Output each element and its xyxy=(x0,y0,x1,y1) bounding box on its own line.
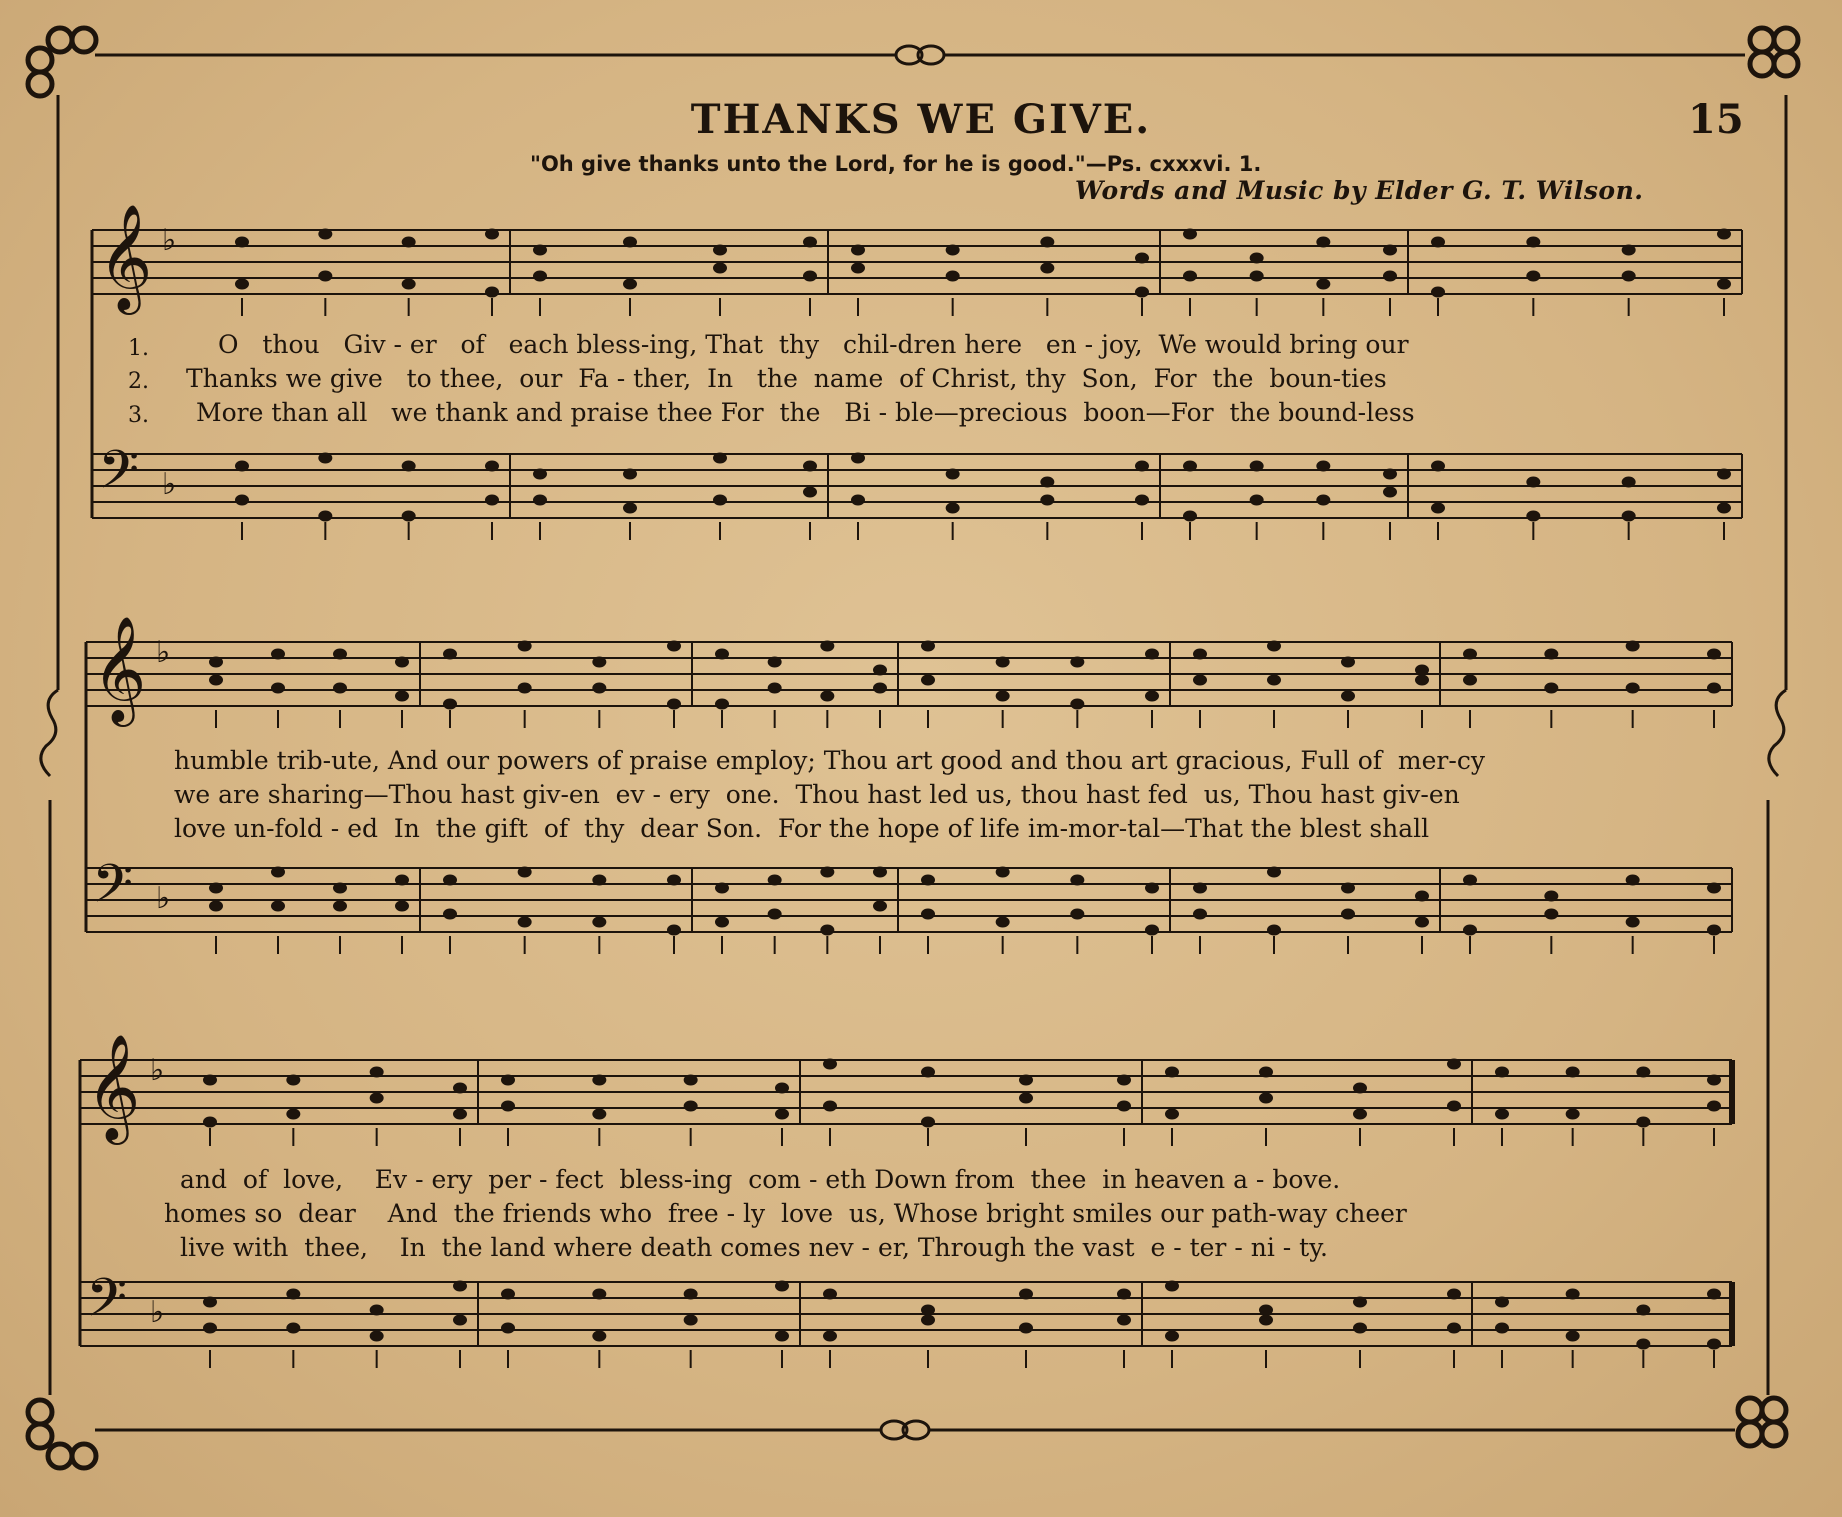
notehead xyxy=(1267,925,1281,936)
notehead xyxy=(1353,1323,1367,1334)
notehead xyxy=(1383,487,1397,498)
notehead xyxy=(823,1101,837,1112)
notehead xyxy=(235,237,249,248)
notehead xyxy=(518,867,532,878)
notehead xyxy=(402,279,416,290)
notehead xyxy=(395,657,409,668)
bass-clef-icon: 𝄢 xyxy=(92,854,134,928)
notehead xyxy=(318,271,332,282)
notehead xyxy=(453,1109,467,1120)
treble-clef-icon: 𝄞 xyxy=(86,1033,141,1140)
notehead xyxy=(1135,287,1149,298)
notehead xyxy=(1566,1067,1580,1078)
notehead xyxy=(1341,909,1355,920)
lyric-line: love un-fold - ed In the gift of thy dear Son. For the hope of life im-mor-tal—That the blest shall xyxy=(174,814,1430,843)
notehead xyxy=(1250,495,1264,506)
notehead xyxy=(996,657,1010,668)
notehead xyxy=(402,511,416,522)
notehead xyxy=(1495,1109,1509,1120)
notehead xyxy=(533,469,547,480)
notehead xyxy=(1636,1067,1650,1078)
notehead xyxy=(203,1117,217,1128)
notehead xyxy=(715,883,729,894)
notehead xyxy=(996,917,1010,928)
notehead xyxy=(395,875,409,886)
notehead xyxy=(370,1305,384,1316)
notehead xyxy=(402,237,416,248)
notehead xyxy=(921,875,935,886)
notehead xyxy=(623,279,637,290)
notehead xyxy=(271,683,285,694)
notehead xyxy=(1383,469,1397,480)
notehead xyxy=(1622,511,1636,522)
notehead xyxy=(501,1101,515,1112)
notehead xyxy=(1117,1101,1131,1112)
notehead xyxy=(1145,883,1159,894)
notehead xyxy=(592,1109,606,1120)
notehead xyxy=(768,657,782,668)
notehead xyxy=(1316,279,1330,290)
notehead xyxy=(318,511,332,522)
notehead xyxy=(1447,1059,1461,1070)
notehead xyxy=(1165,1281,1179,1292)
notehead xyxy=(1353,1109,1367,1120)
notehead xyxy=(713,453,727,464)
notehead xyxy=(1431,461,1445,472)
notehead xyxy=(1622,477,1636,488)
notehead xyxy=(1463,875,1477,886)
notehead xyxy=(1145,925,1159,936)
notehead xyxy=(209,675,223,686)
notehead xyxy=(1135,495,1149,506)
page-title: THANKS WE GIVE. xyxy=(690,96,1152,143)
notehead xyxy=(684,1075,698,1086)
notehead xyxy=(775,1109,789,1120)
notehead xyxy=(851,245,865,256)
notehead xyxy=(1566,1289,1580,1300)
treble-clef-icon: 𝄞 xyxy=(98,203,153,310)
notehead xyxy=(533,495,547,506)
notehead xyxy=(518,917,532,928)
notehead xyxy=(592,1075,606,1086)
notehead xyxy=(1040,477,1054,488)
notehead xyxy=(1165,1331,1179,1342)
notehead xyxy=(803,271,817,282)
notehead xyxy=(1495,1323,1509,1334)
notehead xyxy=(873,665,887,676)
notehead xyxy=(318,453,332,464)
notehead xyxy=(851,453,865,464)
notehead xyxy=(873,683,887,694)
notehead xyxy=(1165,1109,1179,1120)
notehead xyxy=(485,287,499,298)
notehead xyxy=(286,1289,300,1300)
notehead xyxy=(946,245,960,256)
notehead xyxy=(333,883,347,894)
notehead xyxy=(1193,675,1207,686)
notehead xyxy=(1566,1109,1580,1120)
notehead xyxy=(443,699,457,710)
notehead xyxy=(1070,699,1084,710)
notehead xyxy=(1040,495,1054,506)
notehead xyxy=(1431,287,1445,298)
notehead xyxy=(1636,1339,1650,1350)
notehead xyxy=(370,1093,384,1104)
notehead xyxy=(1341,883,1355,894)
notehead xyxy=(235,279,249,290)
notehead xyxy=(1463,925,1477,936)
notehead xyxy=(203,1297,217,1308)
composer-credit: Words and Music by Elder G. T. Wilson. xyxy=(1075,176,1644,205)
notehead xyxy=(1316,461,1330,472)
notehead xyxy=(1431,237,1445,248)
notehead xyxy=(1447,1101,1461,1112)
notehead xyxy=(501,1289,515,1300)
notehead xyxy=(1193,883,1207,894)
notehead xyxy=(592,683,606,694)
notehead xyxy=(623,469,637,480)
notehead xyxy=(209,901,223,912)
notehead xyxy=(286,1323,300,1334)
notehead xyxy=(333,683,347,694)
notehead xyxy=(1019,1289,1033,1300)
notehead xyxy=(715,699,729,710)
notehead xyxy=(443,649,457,660)
notehead xyxy=(667,925,681,936)
notehead xyxy=(1316,237,1330,248)
notehead xyxy=(1117,1289,1131,1300)
notehead xyxy=(684,1315,698,1326)
notehead xyxy=(235,461,249,472)
lyric-line: humble trib-ute, And our powers of praise employ; Thou art good and thou art gracious, Full of mer-cy xyxy=(174,746,1485,775)
notehead xyxy=(946,469,960,480)
lyric-line: O thou Giv - er of each bless-ing, That thy chil-dren here en - joy, We would bring our xyxy=(218,330,1409,359)
bass-clef-icon: 𝄢 xyxy=(98,440,140,514)
notehead xyxy=(286,1075,300,1086)
notehead xyxy=(1636,1305,1650,1316)
notehead xyxy=(501,1075,515,1086)
notehead xyxy=(1707,1339,1721,1350)
notehead xyxy=(921,1315,935,1326)
notehead xyxy=(1145,691,1159,702)
notehead xyxy=(768,683,782,694)
notehead xyxy=(1341,691,1355,702)
notehead xyxy=(851,495,865,506)
notehead xyxy=(775,1281,789,1292)
notehead xyxy=(203,1075,217,1086)
notehead xyxy=(1383,271,1397,282)
notehead xyxy=(1267,641,1281,652)
notehead xyxy=(1626,875,1640,886)
notehead xyxy=(921,909,935,920)
notehead xyxy=(395,901,409,912)
notehead xyxy=(1447,1289,1461,1300)
notehead xyxy=(1267,675,1281,686)
notehead xyxy=(1707,925,1721,936)
notehead xyxy=(1544,909,1558,920)
notehead xyxy=(1431,503,1445,514)
notehead xyxy=(623,237,637,248)
notehead xyxy=(946,271,960,282)
notehead xyxy=(873,867,887,878)
notehead xyxy=(803,487,817,498)
notehead xyxy=(1019,1075,1033,1086)
notehead xyxy=(1070,875,1084,886)
notehead xyxy=(1145,649,1159,660)
notehead xyxy=(921,675,935,686)
notehead xyxy=(775,1083,789,1094)
notehead xyxy=(1259,1305,1273,1316)
notehead xyxy=(996,691,1010,702)
notehead xyxy=(1626,641,1640,652)
notehead xyxy=(1040,263,1054,274)
notehead xyxy=(1717,279,1731,290)
lyric-line: Thanks we give to thee, our Fa - ther, In the name of Christ, thy Son, For the boun-ties xyxy=(186,364,1387,393)
flat-icon: ♭ xyxy=(150,1295,165,1330)
notehead xyxy=(1622,245,1636,256)
flat-icon: ♭ xyxy=(162,223,177,258)
notehead xyxy=(1135,461,1149,472)
notehead xyxy=(684,1101,698,1112)
notehead xyxy=(1183,511,1197,522)
notehead xyxy=(851,263,865,274)
notehead xyxy=(1183,229,1197,240)
flat-icon: ♭ xyxy=(156,635,171,670)
notehead xyxy=(518,683,532,694)
notehead xyxy=(1626,683,1640,694)
notehead xyxy=(820,641,834,652)
verse-number: 3. xyxy=(128,403,149,428)
notehead xyxy=(1707,1075,1721,1086)
notehead xyxy=(286,1109,300,1120)
notehead xyxy=(1117,1075,1131,1086)
notehead xyxy=(921,1305,935,1316)
notehead xyxy=(1566,1331,1580,1342)
verse-number: 1. xyxy=(128,336,149,361)
notehead xyxy=(592,657,606,668)
notehead xyxy=(1259,1315,1273,1326)
notehead xyxy=(209,657,223,668)
notehead xyxy=(1193,649,1207,660)
notehead xyxy=(823,1059,837,1070)
notehead xyxy=(1193,909,1207,920)
notehead xyxy=(1165,1067,1179,1078)
notehead xyxy=(271,867,285,878)
notehead xyxy=(1463,675,1477,686)
notehead xyxy=(1353,1083,1367,1094)
notehead xyxy=(1447,1323,1461,1334)
notehead xyxy=(1717,503,1731,514)
notehead xyxy=(395,691,409,702)
notehead xyxy=(1259,1067,1273,1078)
notehead xyxy=(1183,271,1197,282)
notehead xyxy=(667,875,681,886)
notehead xyxy=(592,917,606,928)
notehead xyxy=(518,641,532,652)
notehead xyxy=(1415,891,1429,902)
lyric-line: live with thee, In the land where death comes nev - er, Through the vast e - ter - ni - ty. xyxy=(180,1233,1328,1262)
notehead xyxy=(485,461,499,472)
notehead xyxy=(1707,883,1721,894)
lyric-line: and of love, Ev - ery per - fect bless-ing com - eth Down from thee in heaven a - bove. xyxy=(180,1165,1341,1194)
notehead xyxy=(203,1323,217,1334)
notehead xyxy=(1544,649,1558,660)
notehead xyxy=(1544,891,1558,902)
notehead xyxy=(820,867,834,878)
notehead xyxy=(592,1289,606,1300)
notehead xyxy=(1383,245,1397,256)
notehead xyxy=(370,1331,384,1342)
notehead xyxy=(1070,657,1084,668)
notehead xyxy=(873,901,887,912)
notehead xyxy=(921,1117,935,1128)
notehead xyxy=(1341,657,1355,668)
notehead xyxy=(1267,867,1281,878)
notehead xyxy=(1259,1093,1273,1104)
notehead xyxy=(485,495,499,506)
notehead xyxy=(333,901,347,912)
notehead xyxy=(715,649,729,660)
notehead xyxy=(1526,271,1540,282)
page-number: 15 xyxy=(1688,96,1744,143)
notehead xyxy=(1526,237,1540,248)
lyric-line: we are sharing—Thou hast giv-en ev - ery one. Thou hast led us, thou hast fed us, Thou hast giv-en xyxy=(174,780,1460,809)
flat-icon: ♭ xyxy=(150,1053,165,1088)
notehead xyxy=(1019,1093,1033,1104)
notehead xyxy=(443,909,457,920)
notehead xyxy=(209,883,223,894)
notehead xyxy=(1626,917,1640,928)
notehead xyxy=(443,875,457,886)
notehead xyxy=(1019,1323,1033,1334)
notehead xyxy=(803,461,817,472)
notehead xyxy=(996,867,1010,878)
lyric-line: homes so dear And the friends who free - ly love us, Whose bright smiles our path-way cheer xyxy=(164,1199,1407,1228)
notehead xyxy=(1717,229,1731,240)
notehead xyxy=(1463,649,1477,660)
bass-clef-icon: 𝄢 xyxy=(86,1268,128,1342)
notehead xyxy=(318,229,332,240)
notehead xyxy=(1250,253,1264,264)
notehead xyxy=(533,271,547,282)
verse-number: 2. xyxy=(128,369,149,394)
notehead xyxy=(453,1281,467,1292)
notehead xyxy=(1040,237,1054,248)
notehead xyxy=(1316,495,1330,506)
notehead xyxy=(1707,1289,1721,1300)
notehead xyxy=(1707,1101,1721,1112)
notehead xyxy=(921,1067,935,1078)
notehead xyxy=(946,503,960,514)
notehead xyxy=(1415,917,1429,928)
notehead xyxy=(667,699,681,710)
notehead xyxy=(402,461,416,472)
notehead xyxy=(1070,909,1084,920)
notehead xyxy=(823,1331,837,1342)
lyric-line: More than all we thank and praise thee For the Bi - ble—precious boon—For the bound-less xyxy=(196,398,1415,427)
notehead xyxy=(1526,511,1540,522)
notehead xyxy=(921,641,935,652)
notehead xyxy=(1636,1117,1650,1128)
notehead xyxy=(768,909,782,920)
notehead xyxy=(1495,1297,1509,1308)
notehead xyxy=(1250,461,1264,472)
notehead xyxy=(715,917,729,928)
flat-icon: ♭ xyxy=(162,467,177,502)
notehead xyxy=(533,245,547,256)
notehead xyxy=(271,901,285,912)
notehead xyxy=(592,1331,606,1342)
notehead xyxy=(1415,675,1429,686)
notehead xyxy=(370,1067,384,1078)
notehead xyxy=(1707,649,1721,660)
notehead xyxy=(453,1083,467,1094)
notehead xyxy=(1526,477,1540,488)
notehead xyxy=(592,875,606,886)
notehead xyxy=(713,245,727,256)
notehead xyxy=(1495,1067,1509,1078)
notehead xyxy=(271,649,285,660)
notehead xyxy=(1717,469,1731,480)
notehead xyxy=(713,495,727,506)
notehead xyxy=(803,237,817,248)
notehead xyxy=(1250,271,1264,282)
notehead xyxy=(485,229,499,240)
notehead xyxy=(501,1323,515,1334)
notehead xyxy=(333,649,347,660)
notehead xyxy=(1117,1315,1131,1326)
notehead xyxy=(713,263,727,274)
notehead xyxy=(775,1331,789,1342)
notehead xyxy=(1353,1297,1367,1308)
notehead xyxy=(667,641,681,652)
notehead xyxy=(1544,683,1558,694)
notehead xyxy=(1135,253,1149,264)
notehead xyxy=(1622,271,1636,282)
notehead xyxy=(684,1289,698,1300)
notehead xyxy=(1707,683,1721,694)
notehead xyxy=(453,1315,467,1326)
notehead xyxy=(1415,665,1429,676)
treble-clef-icon: 𝄞 xyxy=(92,615,147,722)
notehead xyxy=(820,691,834,702)
notehead xyxy=(1183,461,1197,472)
epigraph: "Oh give thanks unto the Lord, for he is good."—Ps. cxxxvi. 1. xyxy=(530,152,1262,176)
notehead xyxy=(623,503,637,514)
notehead xyxy=(823,1289,837,1300)
notehead xyxy=(820,925,834,936)
notehead xyxy=(235,495,249,506)
flat-icon: ♭ xyxy=(156,881,171,916)
notehead xyxy=(768,875,782,886)
